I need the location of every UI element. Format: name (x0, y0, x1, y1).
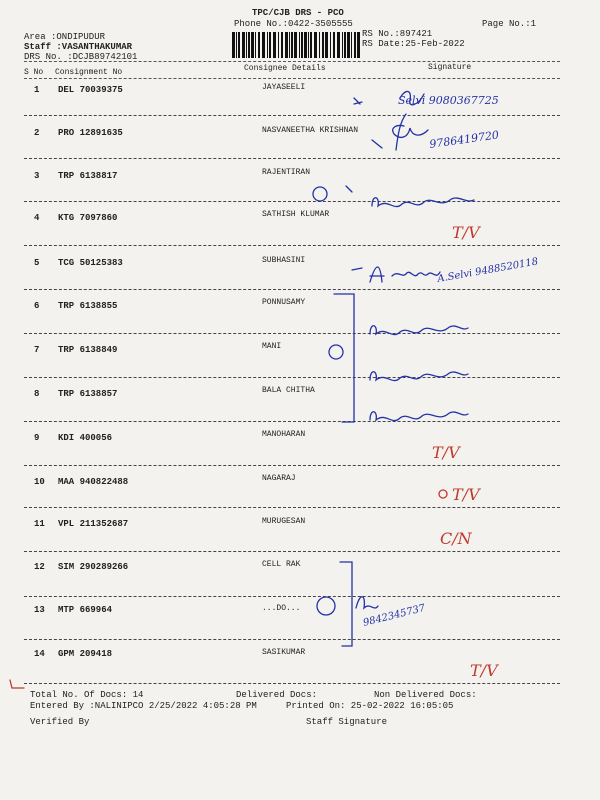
row-consignee: PONNUSAMY (262, 298, 306, 307)
row-consignment: TRP 6138855 (58, 301, 118, 311)
row-consignee: MANI (262, 342, 282, 351)
row-divider (24, 596, 560, 597)
bracket-mark (334, 294, 354, 422)
row-consignment: GPM 209418 (58, 649, 113, 659)
row-divider (24, 639, 560, 640)
barcode-bar (262, 32, 265, 58)
handwritten-remark: T/V (452, 485, 480, 504)
handwritten-remark: 9786419720 (428, 128, 500, 151)
column-header-sno: S No (24, 68, 44, 77)
row-divider (24, 115, 560, 116)
signature-scribble (370, 267, 440, 282)
signature-scribble (356, 597, 378, 608)
row-consignment: KTG 7097860 (58, 213, 118, 223)
barcode-bar (278, 32, 279, 58)
phone-number: Phone No.:0422-3505555 (234, 19, 353, 29)
barcode (232, 32, 360, 58)
non-delivered-docs: Non Delivered Docs: (374, 690, 477, 700)
barcode-bar (299, 32, 300, 58)
staff-signature: Staff Signature (306, 717, 388, 727)
barcode-bar (330, 32, 331, 58)
barcode-bar (337, 32, 340, 58)
row-sno: 8 (34, 389, 40, 399)
row-consignment: VPL 211352687 (58, 519, 129, 529)
barcode-bar (294, 32, 297, 58)
handwritten-remark: T/V (470, 661, 498, 680)
bracket-mark (340, 562, 352, 646)
barcode-bar (273, 32, 276, 58)
column-header-signature: Signature (428, 63, 472, 72)
barcode-bar (246, 32, 247, 58)
row-sno: 4 (34, 213, 40, 223)
barcode-bar (304, 32, 307, 58)
row-consignee: CELL RAK (262, 560, 301, 569)
entered-by: Entered By :NALINIPCO 2/25/2022 4:05:28 PM (30, 701, 257, 711)
row-sno: 13 (34, 605, 45, 615)
barcode-bar (248, 32, 250, 58)
barcode-bar (322, 32, 324, 58)
row-consignee: SUBHASINI (262, 256, 306, 265)
row-sno: 14 (34, 649, 45, 659)
row-consignee: MURUGESAN (262, 517, 306, 526)
row-sno: 2 (34, 128, 40, 138)
staff-label: Staff :VASANTHAKUMAR (24, 42, 133, 52)
barcode-bar (258, 32, 260, 58)
printed-on: Printed On: 25-02-2022 16:05:05 (286, 701, 454, 711)
handwritten-remark: C/N (440, 529, 472, 548)
verified-by: Verified By (30, 717, 90, 727)
handwritten-remark: T/V (452, 223, 480, 242)
row-consignee: SATHISH KLUMAR (262, 210, 330, 219)
row-consignment: TRP 6138857 (58, 389, 118, 399)
area-label: Area :ONDIPUDUR (24, 32, 106, 42)
barcode-bar (344, 32, 346, 58)
remark-mark (439, 490, 447, 498)
signature-scribble (400, 91, 424, 104)
signature-scribble (370, 412, 468, 421)
row-consignment: MAA 940822488 (58, 477, 129, 487)
handwritten-remark: T/V (432, 443, 460, 462)
row-divider (24, 158, 560, 159)
column-header-consignee: Consignee Details (244, 64, 326, 73)
row-consignee: NASVANEETHA KRISHNAN (262, 126, 359, 135)
signature-circle (313, 187, 327, 201)
column-header-consignment: Consignment No (55, 68, 123, 77)
barcode-bar (354, 32, 356, 58)
row-consignment: TRP 6138817 (58, 171, 118, 181)
barcode-bar (267, 32, 268, 58)
barcode-bar (347, 32, 350, 58)
signature-mark (352, 268, 362, 270)
barcode-bar (351, 32, 352, 58)
row-consignee: SASIKUMAR (262, 648, 306, 657)
row-sno: 5 (34, 258, 40, 268)
row-divider (24, 245, 560, 246)
rs-number: RS No.:897421 (362, 29, 433, 39)
barcode-bar (333, 32, 335, 58)
row-divider (24, 683, 560, 684)
margin-mark (10, 680, 24, 688)
handwritten-remark: 9842345737 (362, 602, 427, 629)
drs-number: DRS No. :DCJB89742101 (24, 52, 138, 62)
row-sno: 7 (34, 345, 40, 355)
row-consignee: NAGARAJ (262, 474, 296, 483)
signature-mark (346, 186, 352, 192)
barcode-bar (325, 32, 328, 58)
row-sno: 11 (34, 519, 45, 529)
signature-mark (354, 98, 362, 104)
total-docs: Total No. Of Docs: 14 (30, 690, 144, 700)
barcode-bar (308, 32, 309, 58)
row-divider (24, 201, 560, 202)
barcode-bar (251, 32, 254, 58)
header-divider-bottom (24, 78, 560, 79)
row-consignment: SIM 290289266 (58, 562, 129, 572)
row-consignment: TRP 6138849 (58, 345, 118, 355)
row-sno: 10 (34, 477, 45, 487)
row-sno: 6 (34, 301, 40, 311)
barcode-bar (342, 32, 343, 58)
row-consignee: JAYASEELI (262, 83, 306, 92)
barcode-bar (232, 32, 235, 58)
row-consignee: MANOHARAN (262, 430, 306, 439)
row-consignment: DEL 70039375 (58, 85, 123, 95)
signature-mark (372, 140, 382, 148)
barcode-bar (301, 32, 303, 58)
row-sno: 12 (34, 562, 45, 572)
barcode-bar (242, 32, 245, 58)
barcode-bar (281, 32, 283, 58)
row-divider (24, 333, 560, 334)
signature-scribble (393, 114, 428, 150)
row-sno: 3 (34, 171, 40, 181)
handwritten-remark: A.Selvi 9488520118 (436, 256, 540, 285)
barcode-bar (255, 32, 256, 58)
barcode-bar (314, 32, 317, 58)
barcode-bar (238, 32, 240, 58)
row-sno: 1 (34, 85, 40, 95)
row-divider (24, 289, 560, 290)
row-divider (24, 551, 560, 552)
barcode-bar (269, 32, 271, 58)
row-divider (24, 507, 560, 508)
signature-scribble (372, 198, 474, 207)
signature-circle (317, 597, 335, 615)
handwritten-remark: Selvi 9080367725 (398, 94, 499, 107)
barcode-bar (285, 32, 288, 58)
barcode-bar (289, 32, 290, 58)
row-consignment: KDI 400056 (58, 433, 113, 443)
row-divider (24, 421, 560, 422)
row-divider (24, 465, 560, 466)
barcode-bar (357, 32, 360, 58)
row-divider (24, 377, 560, 378)
row-consignee: ...DO... (262, 604, 301, 613)
row-consignment: MTP 669964 (58, 605, 113, 615)
row-sno: 9 (34, 433, 40, 443)
signature-circle (329, 345, 343, 359)
sheet-title: TPC/CJB DRS - PCO (252, 8, 344, 18)
header-divider-top (24, 61, 560, 62)
delivered-docs: Delivered Docs: (236, 690, 318, 700)
barcode-bar (236, 32, 237, 58)
row-consignment: TCG 50125383 (58, 258, 123, 268)
barcode-bar (291, 32, 293, 58)
row-consignee: RAJENTIRAN (262, 168, 311, 177)
page-number: Page No.:1 (482, 19, 537, 29)
barcode-bar (319, 32, 320, 58)
barcode-bar (310, 32, 312, 58)
rs-date: RS Date:25-Feb-2022 (362, 39, 465, 49)
row-consignment: PRO 12891635 (58, 128, 123, 138)
row-consignee: BALA CHITHA (262, 386, 315, 395)
